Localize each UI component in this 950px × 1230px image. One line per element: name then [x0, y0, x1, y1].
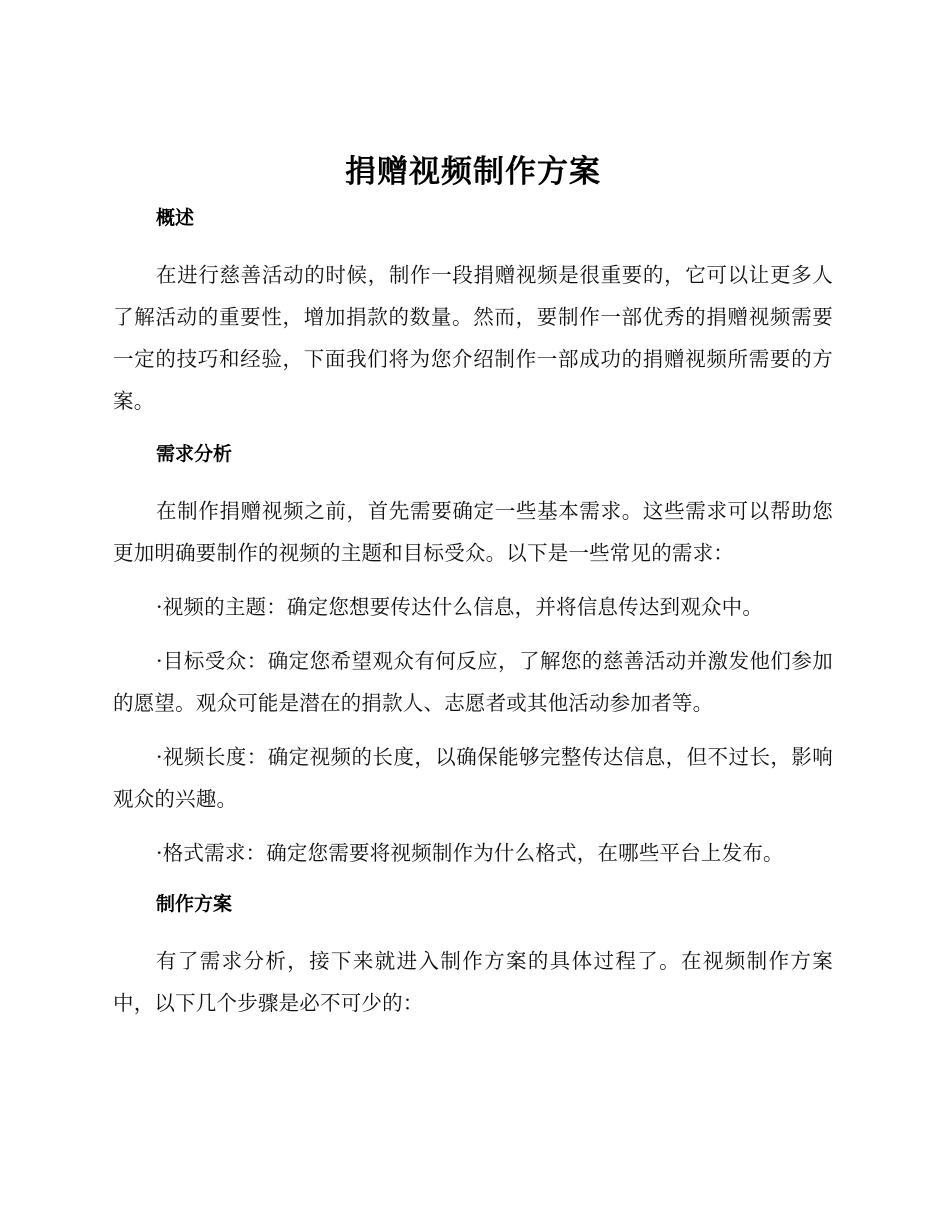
- document-page: [113, 150, 833, 1024]
- needs-item-length: ·视频长度：确定视频的长度，以确保能够完整传达信息，但不过长，影响观众的兴趣。: [113, 745, 833, 811]
- needs-paragraph: 在制作捐赠视频之前，首先需要确定一些基本需求。这些需求可以帮助您更加明确要制作的视频的主题和目标受众。以下是一些常见的需求：: [113, 499, 833, 565]
- needs-item-format: ·格式需求：确定您需要将视频制作为什么格式，在哪些平台上发布。: [156, 841, 784, 865]
- section-heading-overview: 概述: [156, 207, 195, 229]
- needs-item-theme: ·视频的主题：确定您想要传达什么信息，并将信息传达到观众中。: [156, 595, 764, 619]
- needs-item-audience: ·目标受众：确定您希望观众有何反应，了解您的慈善活动并激发他们参加的愿望。观众可能是潜在的捐款人、志愿者或其他活动参加者等。: [113, 649, 833, 715]
- document-title: 捐赠视频制作方案: [345, 154, 601, 190]
- plan-paragraph: 有了需求分析，接下来就进入制作方案的具体过程了。在视频制作方案中，以下几个步骤是必不可少的：: [113, 949, 833, 1015]
- section-heading-needs: 需求分析: [156, 443, 233, 465]
- overview-paragraph: 在进行慈善活动的时候，制作一段捐赠视频是很重要的，它可以让更多人了解活动的重要性，增加捐款的数量。然而，要制作一部优秀的捐赠视频需要一定的技巧和经验，下面我们将为您介绍制作一部成功的捐赠视频所需要的方案。: [113, 263, 833, 413]
- section-heading-plan: 制作方案: [156, 893, 233, 915]
